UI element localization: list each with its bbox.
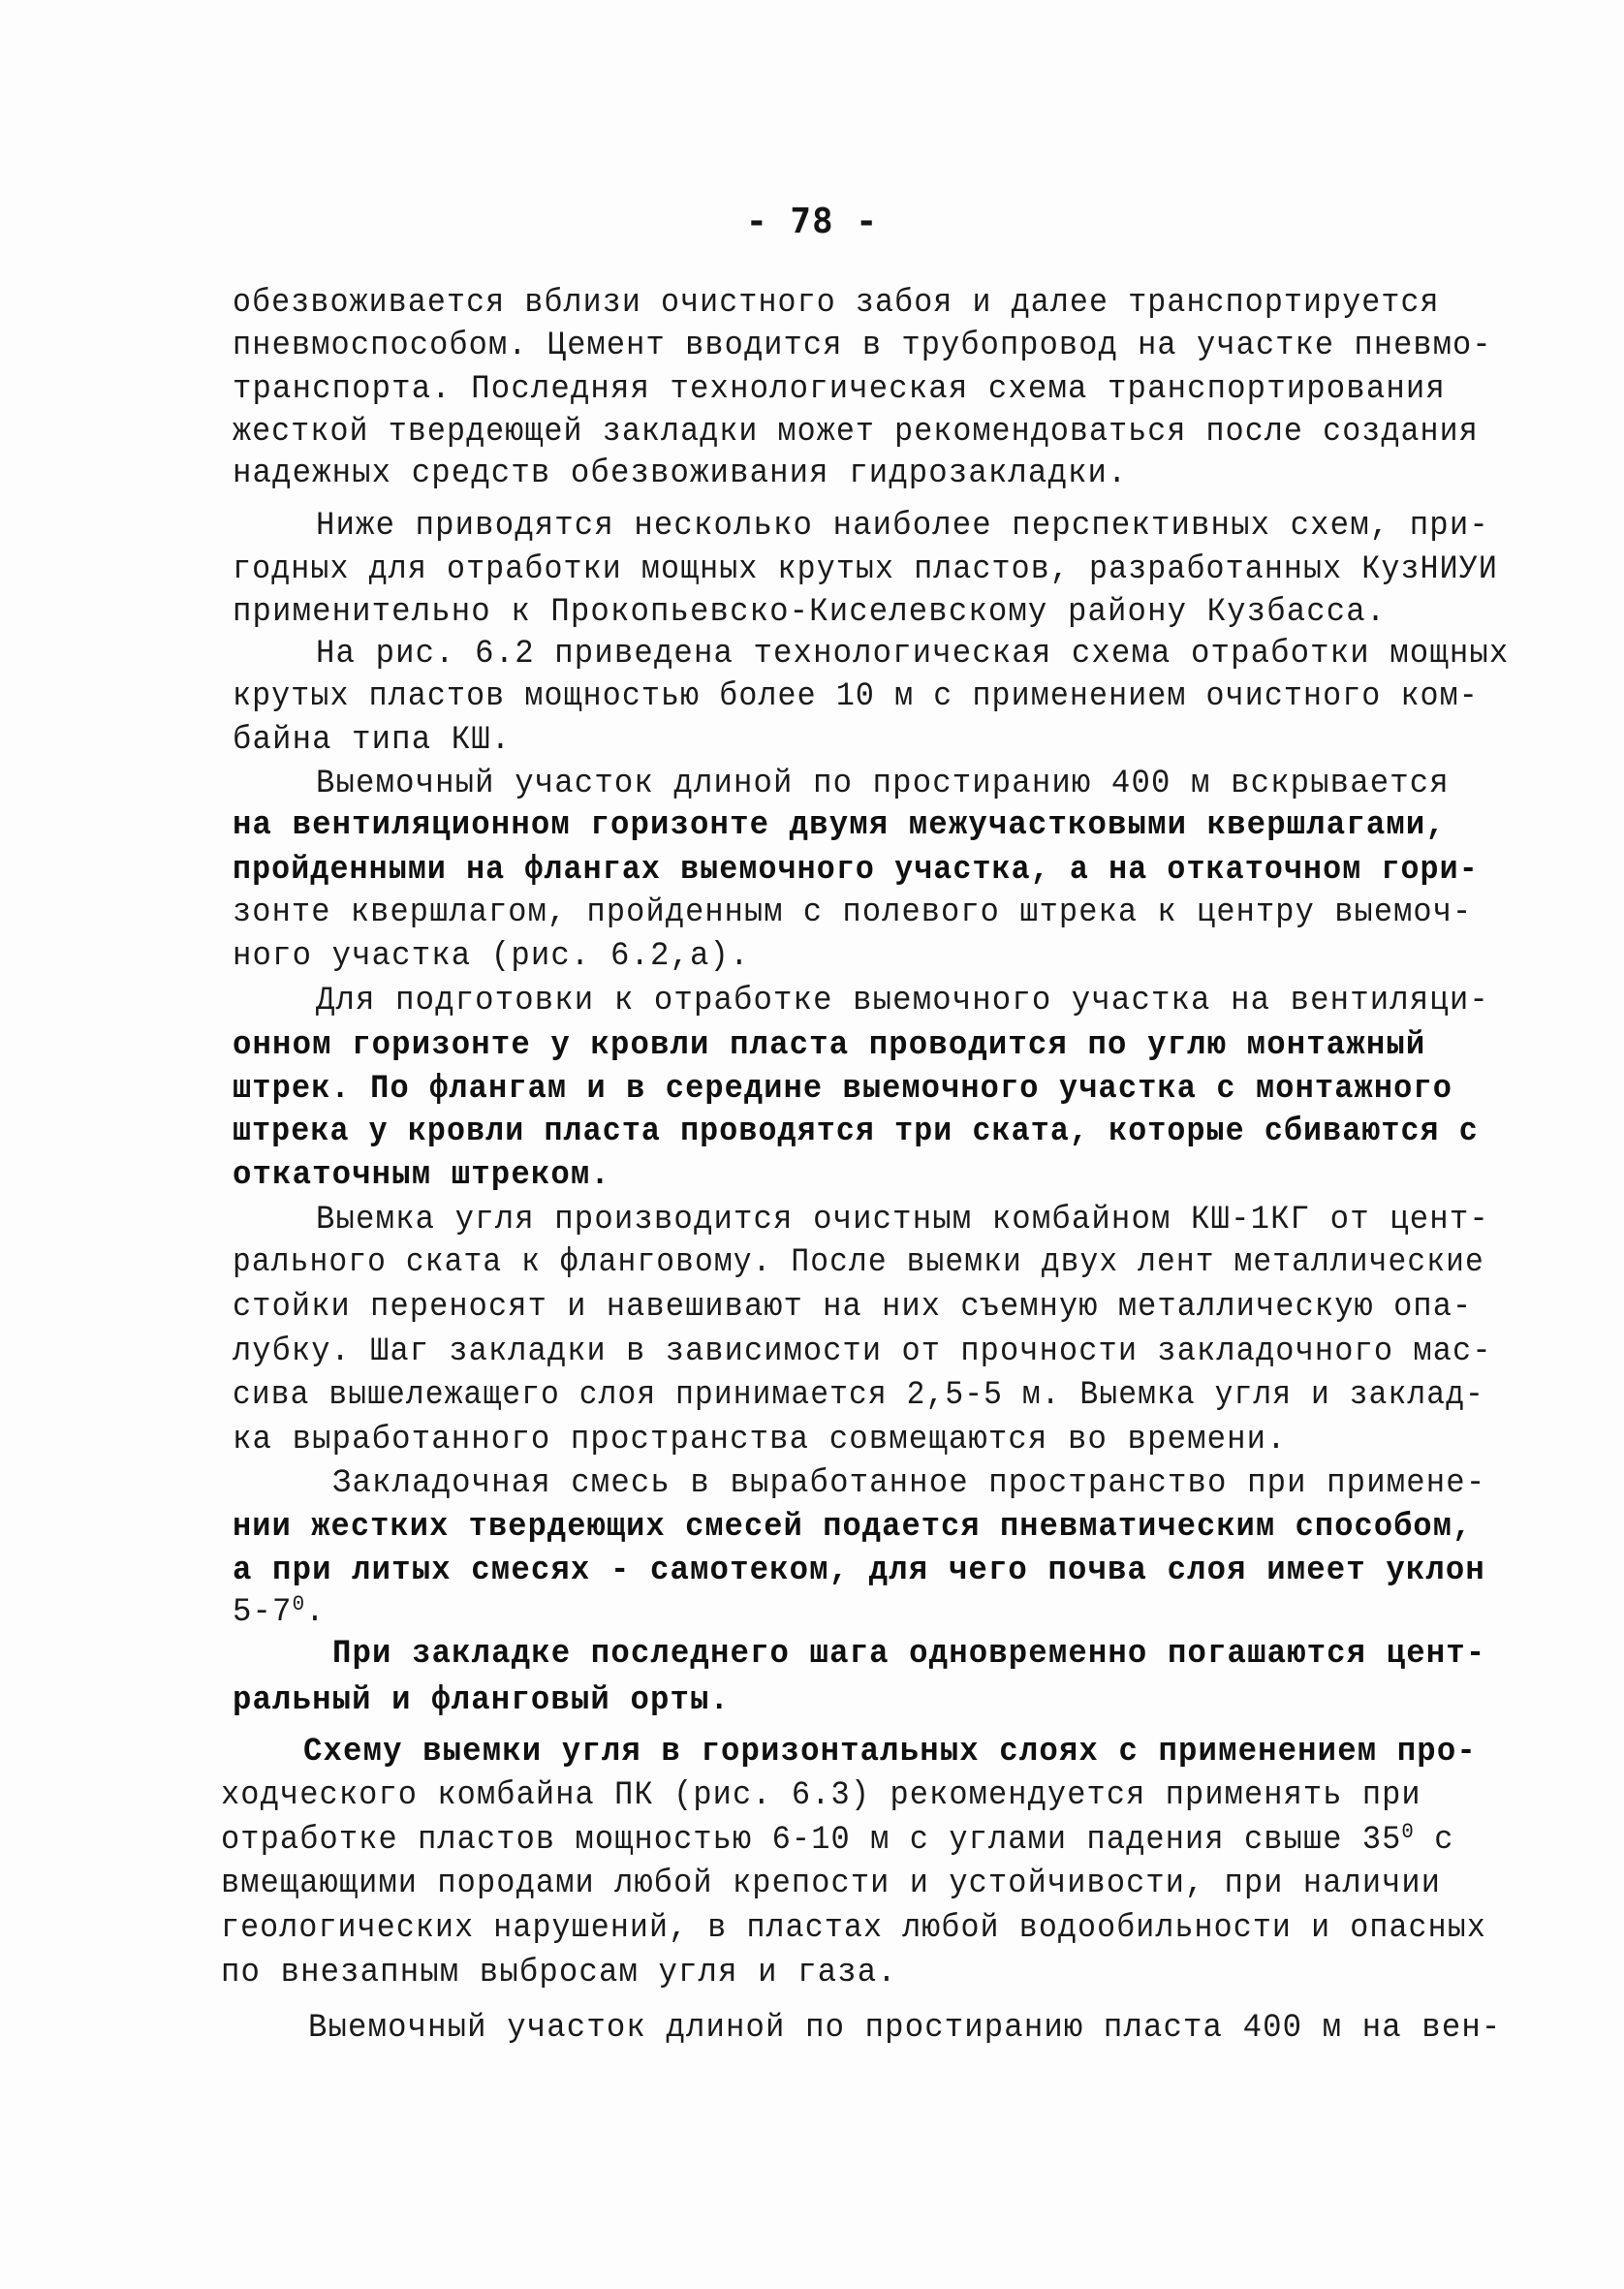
text-line: по внезапным выбросам угля и газа.	[221, 1955, 897, 1991]
text-line: пройденными на флангах выемочного участка, а на откаточном гори-	[233, 852, 1479, 889]
text-line: жесткой твердеющей закладки может рекомендоваться после создания	[233, 414, 1479, 451]
text-line: применительно к Прокопьевско-Киселевскому району Кузбасса.	[233, 594, 1387, 631]
text-line: штрек. По флангам и в середине выемочного участка с монтажного	[233, 1071, 1453, 1108]
text-line: штрека у кровли пласта проводятся три ската, которые сбиваются с	[233, 1113, 1479, 1150]
text-line: годных для отработки мощных крутых пластов, разработанных КузНИУИ	[233, 551, 1498, 588]
text-line: на вентиляционном горизонте двумя межучастковыми квершлагами,	[233, 807, 1446, 844]
page-number: - 78 -	[745, 202, 879, 241]
text-line: надежных средств обезвоживания гидрозакладки.	[233, 455, 1128, 492]
text-line: Выемочный участок длиной по простиранию 400 м вскрывается	[316, 766, 1450, 802]
text-line: Закладочная смесь в выработанное пространство при примене-	[332, 1465, 1486, 1502]
text-line: вмещающими породами любой крепости и устойчивости, при наличии	[221, 1866, 1442, 1902]
degree-superscript: 0	[292, 1592, 306, 1616]
text-line: стойки переносят и навешивают на них съемную металлическую опа-	[233, 1289, 1473, 1326]
text-line: пневмоспособом. Цемент вводится в трубопровод на участке пневмо-	[233, 328, 1492, 364]
degree-superscript: 0	[1401, 1820, 1415, 1844]
text-line: рального ската к фланговому. После выемки двух лент металлические	[233, 1244, 1484, 1281]
line-suffix: с	[1414, 1822, 1454, 1859]
text-line	[221, 1820, 1454, 1861]
text-line: ходческого комбайна ПК (рис. 6.3) рекомендуется применять при	[221, 1777, 1421, 1814]
text-line	[233, 1592, 326, 1633]
text-line: обезвоживается вблизи очистного забоя и далее транспортируется	[233, 285, 1440, 322]
text-line: сива вышележащего слоя принимается 2,5-5 м. Выемка угля и заклад-	[233, 1377, 1484, 1414]
text-line: ного участка (рис. 6.2,а).	[233, 938, 750, 975]
text-line: крутых пластов мощностью более 10 м с применением очистного ком-	[233, 678, 1479, 715]
text-line: ральный и фланговый орты.	[233, 1682, 731, 1719]
text-line: откаточным штреком.	[233, 1157, 610, 1194]
text-line: онном горизонте у кровли пласта проводится по углю монтажный	[233, 1027, 1426, 1064]
text-line: Схему выемки угля в горизонтальных слоях с применением про-	[303, 1734, 1477, 1771]
text-line: Выемка угля производится очистным комбайном КШ-1КГ от цент-	[316, 1202, 1489, 1239]
text-line: Для подготовки к отработке выемочного участка на вентиляци-	[316, 983, 1489, 1019]
text-line: При закладке последнего шага одновременно погашаются цент-	[332, 1636, 1486, 1673]
text-line: нии жестких твердеющих смесей подается пневматическим способом,	[233, 1509, 1473, 1546]
text-line-start: отработке пластов мощностью 6-10 м с углами падения свыше 35	[221, 1822, 1402, 1859]
text-line: зонте квершлагом, пройденным с полевого штрека к центру выемоч-	[233, 894, 1473, 931]
text-line: байна типа КШ.	[233, 722, 512, 759]
text-line: лубку. Шаг закладки в зависимости от прочности закладочного мас-	[233, 1333, 1492, 1370]
text-line: ка выработанного пространства совмещаются во времени.	[233, 1422, 1287, 1458]
text-line-start: 5-7	[233, 1594, 293, 1631]
text-line: Ниже приводятся несколько наиболее перспективных схем, при-	[316, 508, 1489, 545]
text-line: Выемочный участок длиной по простиранию пласта 400 м на вен-	[308, 2010, 1502, 2047]
text-line: На рис. 6.2 приведена технологическая схема отработки мощных	[316, 636, 1510, 673]
text-line: а при литых смесях - самотеком, для чего почва слоя имеет уклон	[233, 1552, 1485, 1589]
text-line: геологических нарушений, в пластах любой водообильности и опасных	[221, 1910, 1486, 1947]
line-suffix: .	[305, 1594, 326, 1631]
text-line: транспорта. Последняя технологическая схема транспортирования	[233, 371, 1446, 408]
